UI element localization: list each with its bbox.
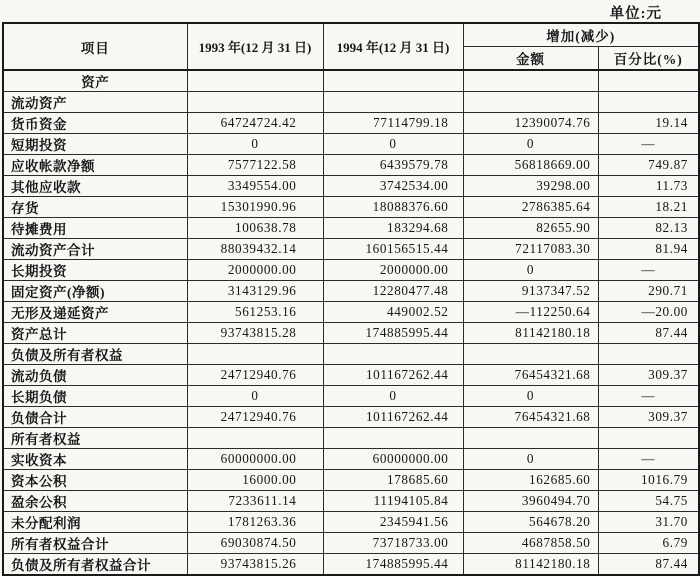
value-change-percent: 87.44 xyxy=(598,554,699,576)
value-1993: 100638.78 xyxy=(187,218,323,239)
table-row xyxy=(3,197,699,218)
value-change-amount xyxy=(463,92,598,113)
value-change-amount: 0 xyxy=(463,260,598,281)
value-change-percent: 1016.79 xyxy=(598,470,699,491)
value-1994: 11194105.84 xyxy=(323,491,463,512)
row-label: 资产 xyxy=(3,70,187,92)
value-change-amount: 76454321.68 xyxy=(463,365,598,386)
value-1994: 160156515.44 xyxy=(323,239,463,260)
row-label: 未分配利润 xyxy=(3,512,187,533)
value-1993: 0 xyxy=(187,134,323,155)
table-row xyxy=(3,533,699,554)
table-row xyxy=(3,176,699,197)
value-change-amount: 72117083.30 xyxy=(463,239,598,260)
table-row xyxy=(3,70,699,92)
header-cell-percent: 百分比(%) xyxy=(598,46,699,70)
header-row-top xyxy=(3,23,699,46)
value-change-percent: 54.75 xyxy=(598,491,699,512)
table-row xyxy=(3,260,699,281)
table-row xyxy=(3,365,699,386)
value-1994: 101167262.44 xyxy=(323,407,463,428)
row-label: 短期投资 xyxy=(3,134,187,155)
table-row xyxy=(3,491,699,512)
table-body xyxy=(3,70,699,575)
table-row xyxy=(3,239,699,260)
value-1994: 178685.60 xyxy=(323,470,463,491)
value-1994: 2000000.00 xyxy=(323,260,463,281)
table-row xyxy=(3,428,699,449)
value-change-amount: 0 xyxy=(463,386,598,407)
value-change-percent: 18.21 xyxy=(598,197,699,218)
table-row xyxy=(3,323,699,344)
row-label: 待摊费用 xyxy=(3,218,187,239)
value-change-percent xyxy=(598,70,699,92)
unit-label: 单位:元 xyxy=(609,6,662,22)
value-1993 xyxy=(187,70,323,92)
value-change-percent xyxy=(598,428,699,449)
value-change-percent: 87.44 xyxy=(598,323,699,344)
value-1993: 0 xyxy=(187,386,323,407)
value-change-percent: 749.87 xyxy=(598,155,699,176)
value-1994: 449002.52 xyxy=(323,302,463,323)
row-label: 存货 xyxy=(3,197,187,218)
value-change-amount: 76454321.68 xyxy=(463,407,598,428)
table-row xyxy=(3,554,699,576)
table-row xyxy=(3,92,699,113)
value-1993 xyxy=(187,344,323,365)
value-1993: 64724724.42 xyxy=(187,113,323,134)
value-1993: 15301990.96 xyxy=(187,197,323,218)
table-row xyxy=(3,113,699,134)
value-1993: 93743815.28 xyxy=(187,323,323,344)
row-label: 所有者权益 xyxy=(3,428,187,449)
value-1993: 3349554.00 xyxy=(187,176,323,197)
value-1994 xyxy=(323,92,463,113)
value-1994 xyxy=(323,70,463,92)
table-row xyxy=(3,155,699,176)
value-1994: 2345941.56 xyxy=(323,512,463,533)
value-1994: 77114799.18 xyxy=(323,113,463,134)
table-row xyxy=(3,470,699,491)
value-1993: 24712940.76 xyxy=(187,407,323,428)
header-cell-change-group: 增加(减少) xyxy=(463,23,699,46)
value-1994: 174885995.44 xyxy=(323,323,463,344)
value-1994 xyxy=(323,344,463,365)
value-change-amount: 0 xyxy=(463,134,598,155)
value-change-amount: 9137347.52 xyxy=(463,281,598,302)
value-1994: 0 xyxy=(323,134,463,155)
value-1994: 60000000.00 xyxy=(323,449,463,470)
table-row xyxy=(3,512,699,533)
value-change-percent: 82.13 xyxy=(598,218,699,239)
value-change-percent: — xyxy=(598,134,699,155)
value-1993 xyxy=(187,92,323,113)
value-change-amount xyxy=(463,70,598,92)
value-change-amount: 564678.20 xyxy=(463,512,598,533)
value-1993 xyxy=(187,428,323,449)
table-row xyxy=(3,302,699,323)
balance-sheet-comparison-table xyxy=(2,22,700,576)
row-label: 其他应收款 xyxy=(3,176,187,197)
value-1994: 12280477.48 xyxy=(323,281,463,302)
value-1994: 3742534.00 xyxy=(323,176,463,197)
table-row xyxy=(3,407,699,428)
value-change-percent: 19.14 xyxy=(598,113,699,134)
value-1993: 60000000.00 xyxy=(187,449,323,470)
value-change-amount: 3960494.70 xyxy=(463,491,598,512)
table-row xyxy=(3,281,699,302)
value-1993: 24712940.76 xyxy=(187,365,323,386)
value-change-percent: 309.37 xyxy=(598,365,699,386)
value-1994: 183294.68 xyxy=(323,218,463,239)
row-label: 所有者权益合计 xyxy=(3,533,187,554)
value-1993: 2000000.00 xyxy=(187,260,323,281)
row-label: 无形及递延资产 xyxy=(3,302,187,323)
row-label: 长期投资 xyxy=(3,260,187,281)
value-change-amount: 4687858.50 xyxy=(463,533,598,554)
table-header xyxy=(3,23,699,70)
row-label: 固定资产(净额) xyxy=(3,281,187,302)
value-1993: 1781263.36 xyxy=(187,512,323,533)
header-cell-1994: 1994 年(12 月 31 日) xyxy=(323,23,463,70)
value-change-amount: 81142180.18 xyxy=(463,554,598,576)
row-label: 流动负债 xyxy=(3,365,187,386)
value-change-percent: 6.79 xyxy=(598,533,699,554)
row-label: 长期负债 xyxy=(3,386,187,407)
value-change-percent: — xyxy=(598,449,699,470)
row-label: 负债及所有者权益 xyxy=(3,344,187,365)
value-1993: 16000.00 xyxy=(187,470,323,491)
row-label: 盈余公积 xyxy=(3,491,187,512)
row-label: 流动资产 xyxy=(3,92,187,113)
value-1993: 88039432.14 xyxy=(187,239,323,260)
value-change-percent xyxy=(598,344,699,365)
value-change-amount: 162685.60 xyxy=(463,470,598,491)
row-label: 流动资产合计 xyxy=(3,239,187,260)
value-1993: 69030874.50 xyxy=(187,533,323,554)
value-change-percent: 290.71 xyxy=(598,281,699,302)
table-row xyxy=(3,134,699,155)
value-1993: 561253.16 xyxy=(187,302,323,323)
row-label: 资产总计 xyxy=(3,323,187,344)
value-change-amount: 81142180.18 xyxy=(463,323,598,344)
value-change-percent: —20.00 xyxy=(598,302,699,323)
row-label: 应收帐款净额 xyxy=(3,155,187,176)
header-cell-1993: 1993 年(12 月 31 日) xyxy=(187,23,323,70)
value-change-percent: 309.37 xyxy=(598,407,699,428)
value-1994: 73718733.00 xyxy=(323,533,463,554)
value-1993: 3143129.96 xyxy=(187,281,323,302)
value-1993: 93743815.26 xyxy=(187,554,323,576)
value-change-percent: — xyxy=(598,386,699,407)
value-1993: 7233611.14 xyxy=(187,491,323,512)
value-1994 xyxy=(323,428,463,449)
value-change-amount: 56818669.00 xyxy=(463,155,598,176)
value-change-percent: 11.73 xyxy=(598,176,699,197)
value-1994: 174885995.44 xyxy=(323,554,463,576)
header-cell-item: 项目 xyxy=(3,23,187,70)
value-1994: 18088376.60 xyxy=(323,197,463,218)
header-cell-amount: 金额 xyxy=(463,46,598,70)
value-change-amount: 2786385.64 xyxy=(463,197,598,218)
table-row xyxy=(3,344,699,365)
value-change-amount xyxy=(463,344,598,365)
row-label: 货币资金 xyxy=(3,113,187,134)
table-row xyxy=(3,386,699,407)
value-1994: 101167262.44 xyxy=(323,365,463,386)
table-row xyxy=(3,449,699,470)
row-label: 资本公积 xyxy=(3,470,187,491)
value-change-amount: —112250.64 xyxy=(463,302,598,323)
value-change-percent: — xyxy=(598,260,699,281)
value-1993: 7577122.58 xyxy=(187,155,323,176)
value-change-amount: 39298.00 xyxy=(463,176,598,197)
value-1994: 6439579.78 xyxy=(323,155,463,176)
table-row xyxy=(3,218,699,239)
row-label: 实收资本 xyxy=(3,449,187,470)
value-change-percent xyxy=(598,92,699,113)
value-change-amount xyxy=(463,428,598,449)
value-change-amount: 82655.90 xyxy=(463,218,598,239)
value-change-percent: 31.70 xyxy=(598,512,699,533)
value-1994: 0 xyxy=(323,386,463,407)
value-change-percent: 81.94 xyxy=(598,239,699,260)
row-label: 负债及所有者权益合计 xyxy=(3,554,187,576)
row-label: 负债合计 xyxy=(3,407,187,428)
value-change-amount: 12390074.76 xyxy=(463,113,598,134)
value-change-amount: 0 xyxy=(463,449,598,470)
